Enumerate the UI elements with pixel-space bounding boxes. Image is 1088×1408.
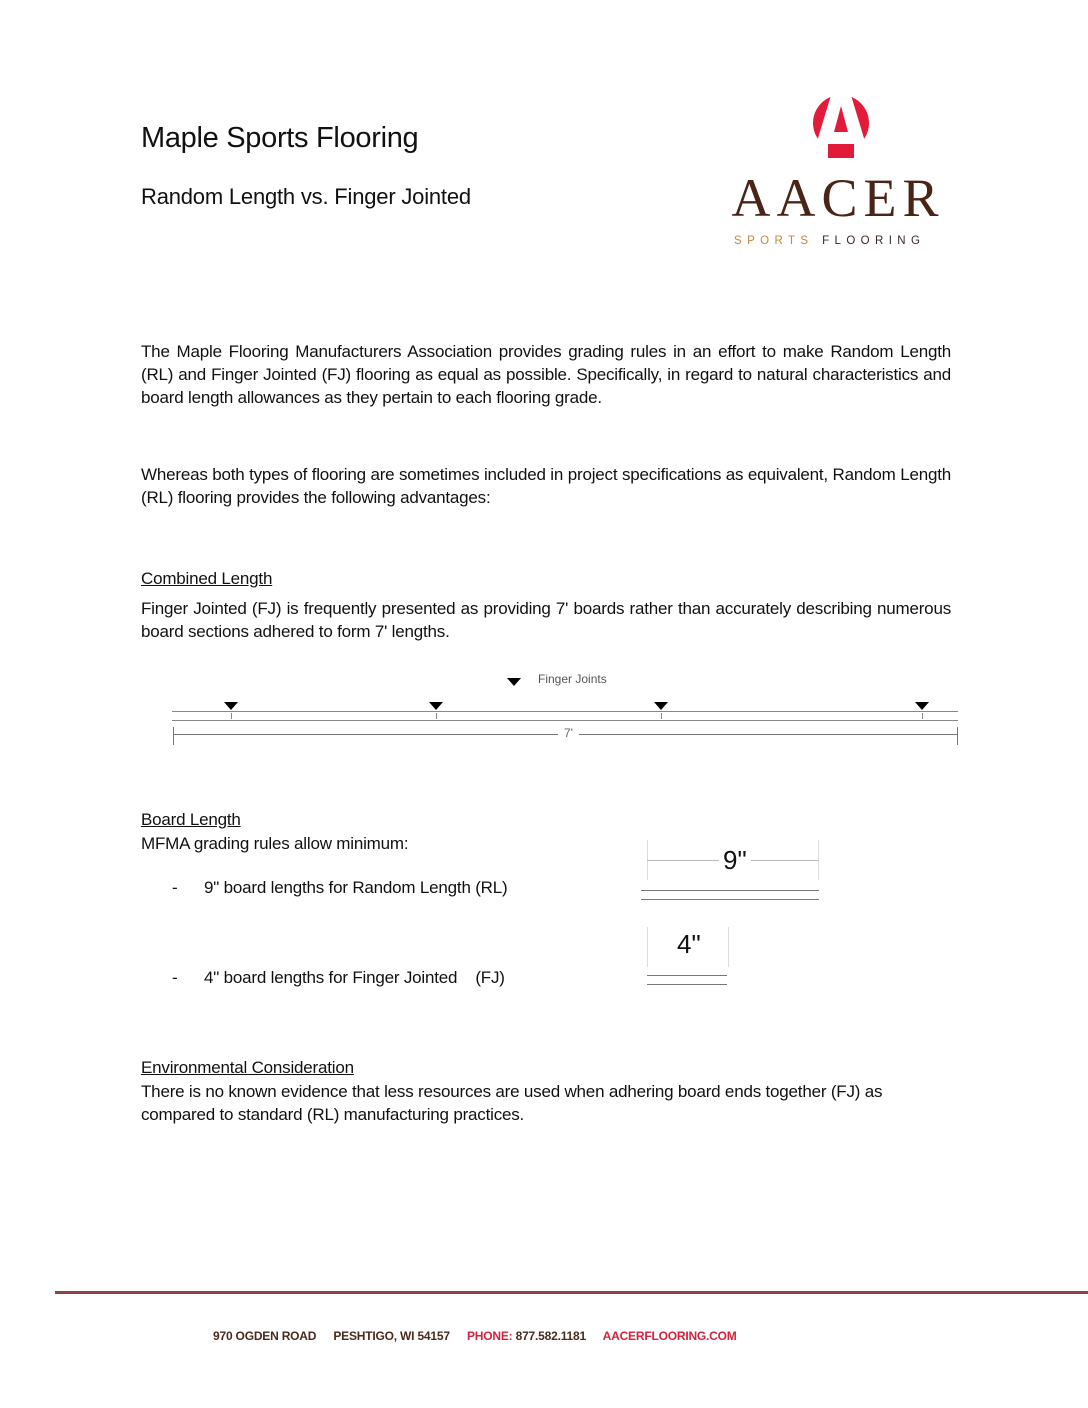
logo-tagline [734, 234, 964, 248]
footer-address: 970 OGDEN ROAD [213, 1329, 317, 1343]
environmental-body: There is no known evidence that less resources are used when adhering board ends together (FJ) as compared to standard (RL) manufacturing practices. [141, 1082, 883, 1124]
rl-board-diagram [647, 840, 819, 906]
joint-marker-icon [429, 702, 443, 710]
dimension-tick-right [957, 727, 958, 745]
bullet-dash: - [172, 968, 178, 987]
diagram-legend-label: Finger Joints [538, 672, 607, 686]
section-heading-board-length: Board Length [141, 810, 241, 829]
page-title: Maple Sports Flooring [141, 122, 419, 154]
footer-phone-label: PHONE: [466, 1329, 513, 1343]
section-heading-environmental: Environmental Consideration [141, 1058, 354, 1077]
board-joint [661, 713, 666, 719]
bullet-item-rl [172, 878, 507, 898]
bullet-dash: - [172, 878, 178, 897]
joint-marker-icon [224, 702, 238, 710]
board-joint [231, 713, 236, 719]
footer-city: PESHTIGO, WI 54157 [333, 1329, 450, 1343]
seven-foot-board [172, 711, 958, 721]
footer-contact [213, 1329, 737, 1343]
joint-marker-icon [654, 702, 668, 710]
bullet-item-fj [172, 968, 505, 988]
board-joint [922, 713, 927, 719]
combined-length-body: Finger Jointed (FJ) is frequently presented as providing 7' boards rather than accurately describing numerous board sections adhered to form 7' lengths. [141, 599, 951, 641]
dimension-tick-left [173, 727, 174, 745]
page-subtitle: Random Length vs. Finger Jointed [141, 184, 471, 209]
footer-phone: 877.582.1181 [515, 1329, 586, 1343]
finger-joint-diagram [160, 668, 970, 758]
joint-marker-icon [915, 702, 929, 710]
rl-board [641, 890, 819, 900]
logo-tagline-flooring: FLOORING [822, 235, 926, 247]
dimension-label-7ft: 7' [558, 726, 579, 740]
logo-tagline-sports: SPORTS [734, 235, 814, 247]
intro-paragraph-1: The Maple Flooring Manufacturers Association provides grading rules in an effort to make Random Length (RL) and Finger Jointed (FJ) flooring as equal as possible. Specifically, in regard to natural characteristics and board length allowances as they pertain to each flooring grade. [141, 342, 951, 407]
section-heading-combined-length: Combined Length [141, 569, 273, 588]
bullet-text: 9" board lengths for Random Length (RL) [204, 878, 508, 897]
aacer-logo [718, 92, 958, 252]
fj-board-diagram [647, 927, 729, 993]
board-length-intro: MFMA grading rules allow minimum: [141, 834, 409, 853]
footer-divider [55, 1291, 1088, 1294]
rl-length-label: 9" [719, 845, 751, 876]
red-circle-letter-a-icon [812, 92, 870, 158]
footer-website-link[interactable]: AACERFLOORING.COM [602, 1329, 737, 1343]
bullet-text: 4" board lengths for Finger Jointed (FJ) [204, 968, 505, 987]
intro-paragraph-2: Whereas both types of flooring are sometimes included in project specifications as equivalent, Random Length (RL) flooring provides the following advantages: [141, 465, 951, 507]
logo-wordmark: AACER [731, 168, 945, 228]
fj-board [647, 975, 727, 985]
finger-joint-marker-icon [507, 678, 521, 686]
board-joint [436, 713, 441, 719]
fj-length-label: 4" [673, 929, 705, 960]
